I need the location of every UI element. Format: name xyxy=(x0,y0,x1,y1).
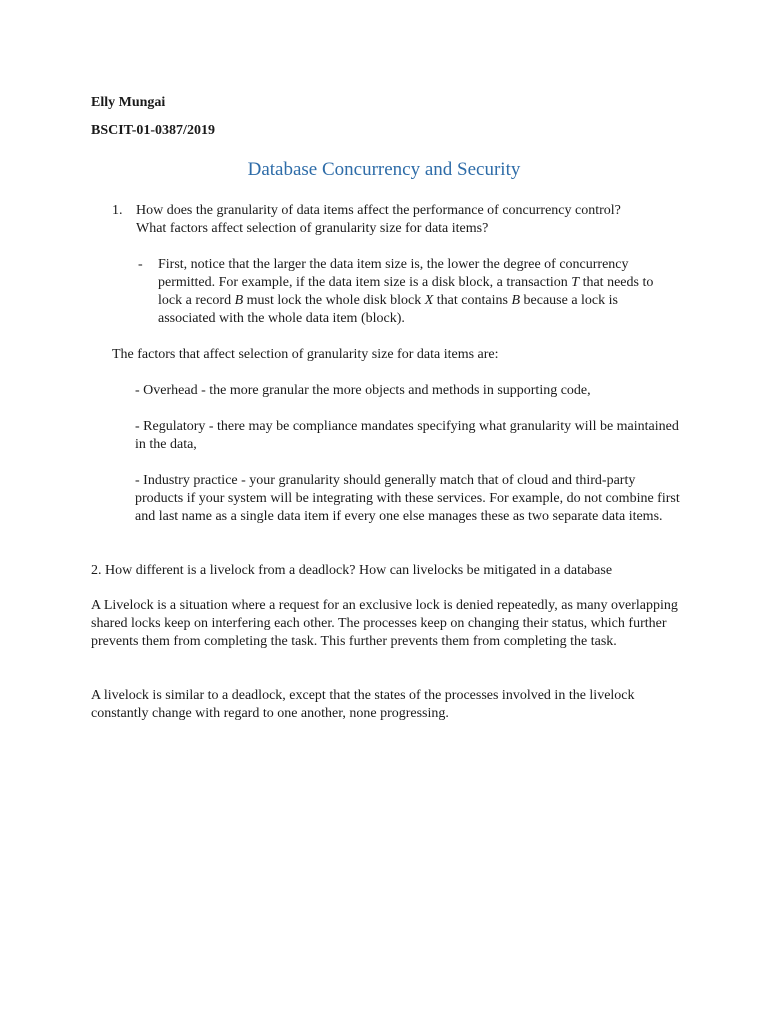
answer-text-part: because a lock is associated with the whole data item (block). xyxy=(158,293,618,326)
factor-overhead: - Overhead - the more granular the more objects and methods in supporting code, xyxy=(135,383,591,398)
factor-industry-practice: - Industry practice - your granularity should generally match that of cloud and third-party products if your system will be integrating with these services. For example, do not combine first and last name as a single data item if every one else manages these as two separate data items. xyxy=(135,473,680,524)
question-1-text: How does the granularity of data items affect the performance of concurrency control? What factors affect selection of granularity size for data items? xyxy=(136,203,621,236)
answer-text-part: First, notice that the larger the data item size is, the lower the degree of concurrency permitted. For example, if the data item size is a disk block, a transaction xyxy=(158,257,629,290)
question-1 xyxy=(112,202,632,238)
question-1-number: 1. xyxy=(112,203,123,218)
question-2: 2. How different is a livelock from a deadlock? How can livelocks be mitigated in a database xyxy=(91,563,613,578)
answer-text xyxy=(158,256,678,328)
livelock-comparison: A livelock is similar to a deadlock, except that the states of the processes involved in the livelock constantly change with regard to one another, none progressing. xyxy=(91,688,635,721)
var-b: B xyxy=(234,293,244,308)
question-1-answer xyxy=(138,256,678,328)
livelock-definition: A Livelock is a situation where a request for an exclusive lock is denied repeatedly, as many overlapping shared locks keep on interfering each other. The processes keep on changing their status, which further prevents them from completing the task. This further prevents them from completing the task. xyxy=(91,598,678,649)
answer-bullet: - xyxy=(138,257,143,272)
answer-text-part: must lock the whole disk block xyxy=(243,293,425,308)
document-title: Database Concurrency and Security xyxy=(247,159,521,180)
factor-regulatory: - Regulatory - there may be compliance mandates specifying what granularity will be maintained in the data, xyxy=(135,419,679,452)
var-t: T xyxy=(571,275,580,290)
var-b: B xyxy=(511,293,521,308)
factors-intro: The factors that affect selection of granularity size for data items are: xyxy=(112,347,499,362)
answer-text-part: that contains xyxy=(433,293,512,308)
var-x: X xyxy=(424,293,434,308)
author-name: Elly Mungai xyxy=(91,95,166,110)
answer-text-part: that needs to lock a record xyxy=(158,275,654,308)
student-id: BSCIT-01-0387/2019 xyxy=(91,123,215,138)
